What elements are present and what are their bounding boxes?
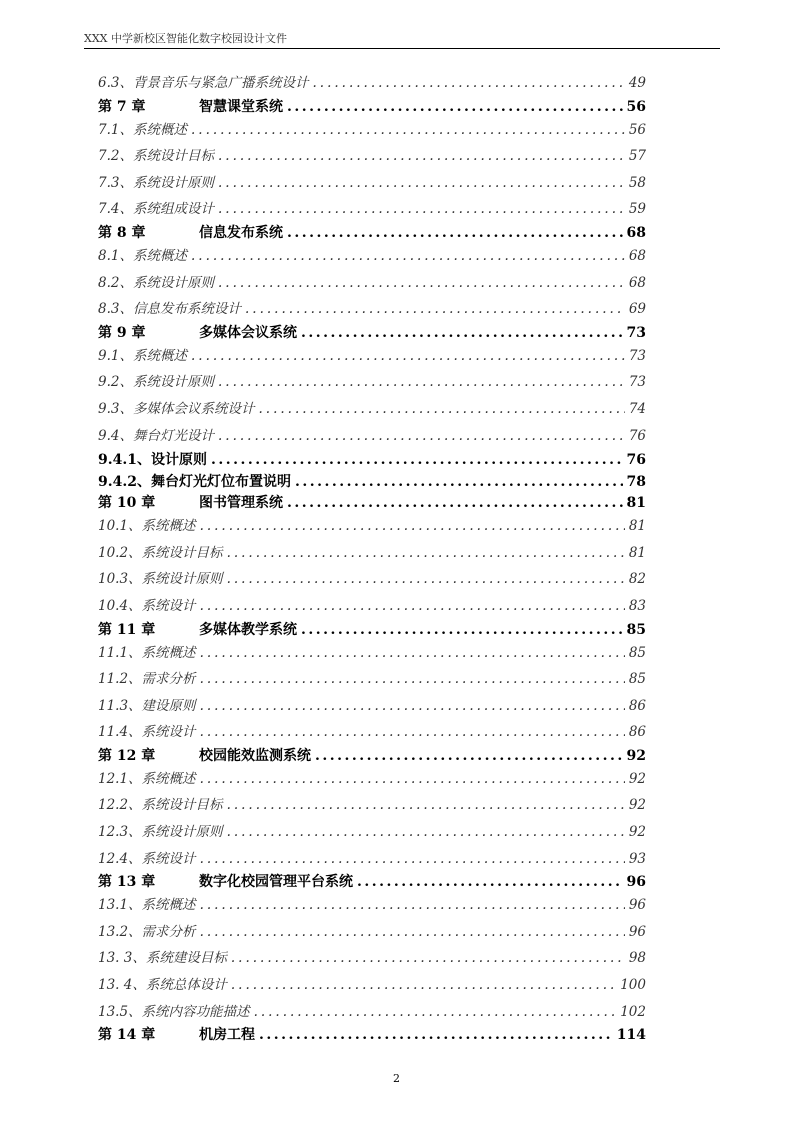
toc-page-number: 81 bbox=[628, 518, 646, 535]
toc-page-number: 68 bbox=[628, 274, 646, 291]
page-header bbox=[84, 30, 720, 49]
toc-entry-title: 7.1、系统概述 bbox=[98, 121, 187, 138]
toc-chapter-title: 机房工程 bbox=[199, 1027, 255, 1044]
toc-page-number: 81 bbox=[626, 495, 646, 512]
toc-dot-leader bbox=[287, 97, 623, 117]
toc-entry-title: 11.3、建设原则 bbox=[98, 697, 196, 714]
toc-entry-title: 9.3、多媒体会议系统设计 bbox=[98, 400, 255, 417]
toc-dot-leader bbox=[231, 972, 616, 999]
toc-chapter-number: 第 10 章 bbox=[98, 495, 156, 512]
toc-dot-leader bbox=[218, 143, 625, 170]
toc-entry[interactable] bbox=[98, 270, 646, 297]
toc-chapter-entry[interactable] bbox=[98, 746, 646, 766]
toc-page-number: 85 bbox=[628, 644, 646, 661]
toc-chapter-title: 多媒体会议系统 bbox=[199, 324, 297, 341]
toc-page-number: 68 bbox=[628, 247, 646, 264]
toc-dot-leader bbox=[191, 243, 625, 270]
toc-entry[interactable] bbox=[98, 892, 646, 919]
toc-entry[interactable] bbox=[98, 471, 646, 493]
toc-entry-title: 7.2、系统设计目标 bbox=[98, 148, 214, 165]
toc-entry-title: 9.4.1、设计原则 bbox=[98, 452, 207, 469]
toc-entry-title bbox=[98, 620, 297, 640]
toc-entry-title: 7.4、系统组成设计 bbox=[98, 201, 214, 218]
toc-entry[interactable] bbox=[98, 423, 646, 450]
toc-page-number: 102 bbox=[620, 1003, 646, 1020]
toc-page-number: 69 bbox=[628, 301, 646, 318]
toc-dot-leader bbox=[200, 846, 625, 873]
toc-page-number: 92 bbox=[628, 797, 646, 814]
toc-entry[interactable] bbox=[98, 369, 646, 396]
toc-chapter-number: 第 7 章 bbox=[98, 98, 146, 115]
toc-dot-leader bbox=[254, 999, 617, 1026]
toc-page-number: 59 bbox=[628, 201, 646, 218]
toc-dot-leader bbox=[357, 872, 623, 892]
toc-entry[interactable] bbox=[98, 396, 646, 423]
toc-entry-title: 12.1、系统概述 bbox=[98, 770, 196, 787]
toc-entry[interactable] bbox=[98, 999, 646, 1026]
toc-page-number: 49 bbox=[628, 75, 646, 91]
toc-page-number: 93 bbox=[628, 850, 646, 867]
toc-entry[interactable] bbox=[98, 792, 646, 819]
toc-dot-leader bbox=[245, 296, 625, 323]
toc-dot-leader bbox=[218, 270, 625, 297]
toc-chapter-title: 数字化校园管理平台系统 bbox=[199, 874, 353, 891]
toc-page-number: 85 bbox=[628, 671, 646, 688]
toc-entry[interactable] bbox=[98, 719, 646, 746]
toc-dot-leader bbox=[200, 666, 625, 693]
toc-entry-title: 11.4、系统设计 bbox=[98, 724, 196, 741]
table-of-contents bbox=[98, 70, 646, 1045]
toc-entry-title: 10.1、系统概述 bbox=[98, 518, 196, 535]
toc-dot-leader bbox=[200, 693, 625, 720]
toc-entry-title: 9.4、舞台灯光设计 bbox=[98, 427, 214, 444]
toc-dot-leader bbox=[227, 819, 625, 846]
toc-chapter-title: 智慧课堂系统 bbox=[199, 98, 283, 115]
toc-page-number: 56 bbox=[628, 121, 646, 138]
toc-chapter-number: 第 14 章 bbox=[98, 1027, 156, 1044]
toc-entry-title: 13. 4、系统总体设计 bbox=[98, 977, 227, 994]
toc-entry-title bbox=[98, 1025, 255, 1045]
toc-entry-title: 13.5、系统内容功能描述 bbox=[98, 1003, 250, 1020]
toc-entry[interactable] bbox=[98, 513, 646, 540]
toc-dot-leader bbox=[191, 117, 625, 144]
toc-entry-title bbox=[98, 872, 353, 892]
toc-entry[interactable] bbox=[98, 972, 646, 999]
toc-chapter-entry[interactable] bbox=[98, 493, 646, 513]
toc-dot-leader bbox=[200, 640, 625, 667]
toc-chapter-title: 图书管理系统 bbox=[199, 495, 283, 512]
toc-entry[interactable] bbox=[98, 819, 646, 846]
toc-entry-title: 8.3、信息发布系统设计 bbox=[98, 301, 241, 318]
toc-page-number: 83 bbox=[628, 597, 646, 614]
toc-page-number: 81 bbox=[628, 544, 646, 561]
toc-chapter-entry[interactable] bbox=[98, 620, 646, 640]
toc-dot-leader bbox=[301, 620, 623, 640]
toc-page-number: 73 bbox=[628, 374, 646, 391]
toc-entry-title: 9.2、系统设计原则 bbox=[98, 374, 214, 391]
page-number: 2 bbox=[393, 1072, 400, 1085]
toc-page-number: 76 bbox=[628, 427, 646, 444]
toc-page-number: 57 bbox=[628, 148, 646, 165]
toc-page-number: 68 bbox=[626, 224, 646, 241]
toc-page-number: 78 bbox=[626, 474, 646, 491]
toc-page-number: 92 bbox=[626, 747, 646, 764]
toc-dot-leader bbox=[315, 746, 623, 766]
toc-chapter-entry[interactable] bbox=[98, 1025, 646, 1045]
toc-chapter-number: 第 8 章 bbox=[98, 224, 146, 241]
toc-entry-title: 8.1、系统概述 bbox=[98, 247, 187, 264]
toc-page-number: 76 bbox=[626, 452, 646, 469]
toc-entry-title bbox=[98, 746, 311, 766]
toc-page-number: 74 bbox=[628, 400, 646, 417]
toc-entry-title: 12.2、系统设计目标 bbox=[98, 797, 223, 814]
toc-dot-leader bbox=[218, 369, 625, 396]
toc-entry-title: 9.1、系统概述 bbox=[98, 347, 187, 364]
toc-dot-leader bbox=[231, 945, 625, 972]
toc-chapter-entry[interactable] bbox=[98, 97, 646, 117]
toc-entry[interactable] bbox=[98, 540, 646, 567]
toc-entry[interactable] bbox=[98, 243, 646, 270]
toc-page-number: 96 bbox=[628, 897, 646, 914]
toc-entry[interactable] bbox=[98, 343, 646, 370]
toc-page-number: 86 bbox=[628, 724, 646, 741]
toc-page-number: 86 bbox=[628, 697, 646, 714]
toc-dot-leader bbox=[287, 493, 623, 513]
toc-dot-leader bbox=[218, 423, 625, 450]
toc-chapter-number: 第 9 章 bbox=[98, 324, 146, 341]
toc-entry-title: 8.2、系统设计原则 bbox=[98, 274, 214, 291]
toc-page-number: 96 bbox=[628, 923, 646, 940]
toc-dot-leader bbox=[211, 449, 623, 471]
toc-dot-leader bbox=[227, 792, 625, 819]
toc-chapter-number: 第 11 章 bbox=[98, 621, 156, 638]
toc-dot-leader bbox=[227, 540, 625, 567]
toc-page-number: 58 bbox=[628, 174, 646, 191]
toc-entry[interactable] bbox=[98, 766, 646, 793]
toc-page-number: 73 bbox=[626, 324, 646, 341]
toc-chapter-entry[interactable] bbox=[98, 872, 646, 892]
toc-dot-leader bbox=[200, 919, 625, 946]
toc-dot-leader bbox=[227, 566, 625, 593]
toc-dot-leader bbox=[295, 471, 623, 493]
toc-dot-leader bbox=[200, 719, 625, 746]
toc-page-number: 100 bbox=[620, 977, 646, 994]
toc-entry-title: 12.4、系统设计 bbox=[98, 850, 196, 867]
toc-entry[interactable] bbox=[98, 945, 646, 972]
toc-entry-title: 9.4.2、舞台灯光灯位布置说明 bbox=[98, 474, 291, 491]
toc-dot-leader bbox=[312, 70, 624, 97]
toc-dot-leader bbox=[218, 196, 625, 223]
toc-entry-title bbox=[98, 493, 283, 513]
toc-entry-title: 10.2、系统设计目标 bbox=[98, 544, 223, 561]
toc-entry-title bbox=[98, 97, 283, 117]
toc-entry-title: 11.2、需求分析 bbox=[98, 671, 196, 688]
toc-entry-title bbox=[98, 223, 283, 243]
toc-chapter-number: 第 13 章 bbox=[98, 874, 156, 891]
toc-entry-title: 11.1、系统概述 bbox=[98, 644, 196, 661]
toc-page-number: 98 bbox=[628, 950, 646, 967]
toc-entry-title: 12.3、系统设计原则 bbox=[98, 824, 223, 841]
toc-page-number: 96 bbox=[626, 874, 646, 891]
toc-entry[interactable] bbox=[98, 693, 646, 720]
toc-entry-title: 13.1、系统概述 bbox=[98, 897, 196, 914]
toc-page-number: 85 bbox=[626, 621, 646, 638]
toc-chapter-entry[interactable] bbox=[98, 223, 646, 243]
toc-entry-title bbox=[98, 323, 297, 343]
toc-entry[interactable] bbox=[98, 170, 646, 197]
toc-entry[interactable] bbox=[98, 566, 646, 593]
toc-entry-title: 10.3、系统设计原则 bbox=[98, 571, 223, 588]
toc-entry[interactable] bbox=[98, 70, 646, 97]
toc-dot-leader bbox=[200, 593, 625, 620]
toc-dot-leader bbox=[259, 1025, 613, 1045]
toc-dot-leader bbox=[287, 223, 623, 243]
toc-entry-title: 13.2、需求分析 bbox=[98, 923, 196, 940]
toc-entry-title: 10.4、系统设计 bbox=[98, 597, 196, 614]
toc-page-number: 73 bbox=[628, 347, 646, 364]
toc-entry[interactable] bbox=[98, 449, 646, 471]
toc-chapter-title: 多媒体教学系统 bbox=[199, 621, 297, 638]
toc-chapter-entry[interactable] bbox=[98, 323, 646, 343]
toc-dot-leader bbox=[218, 170, 625, 197]
toc-entry[interactable] bbox=[98, 846, 646, 873]
toc-dot-leader bbox=[200, 513, 625, 540]
toc-entry[interactable] bbox=[98, 296, 646, 323]
header-title: XXX 中学新校区智能化数字校园设计文件 bbox=[84, 32, 287, 45]
toc-chapter-title: 信息发布系统 bbox=[199, 224, 283, 241]
toc-page-number: 114 bbox=[616, 1027, 646, 1044]
toc-entry[interactable] bbox=[98, 117, 646, 144]
toc-entry[interactable] bbox=[98, 919, 646, 946]
toc-entry-title: 13. 3、系统建设目标 bbox=[98, 950, 227, 967]
toc-page-number: 92 bbox=[628, 770, 646, 787]
toc-chapter-title: 校园能效监测系统 bbox=[199, 747, 311, 764]
page-footer bbox=[0, 1072, 793, 1085]
toc-entry[interactable] bbox=[98, 666, 646, 693]
toc-entry-title: 6.3、背景音乐与紧急广播系统设计 bbox=[98, 75, 309, 91]
toc-entry[interactable] bbox=[98, 593, 646, 620]
toc-dot-leader bbox=[191, 343, 625, 370]
toc-entry[interactable] bbox=[98, 143, 646, 170]
toc-entry-title: 7.3、系统设计原则 bbox=[98, 174, 214, 191]
toc-dot-leader bbox=[301, 323, 623, 343]
toc-page-number: 92 bbox=[628, 824, 646, 841]
toc-chapter-number: 第 12 章 bbox=[98, 747, 156, 764]
toc-dot-leader bbox=[258, 396, 624, 423]
toc-page-number: 56 bbox=[626, 98, 646, 115]
toc-dot-leader bbox=[200, 892, 625, 919]
toc-entry[interactable] bbox=[98, 196, 646, 223]
toc-page-number: 82 bbox=[628, 571, 646, 588]
toc-entry[interactable] bbox=[98, 640, 646, 667]
toc-dot-leader bbox=[200, 766, 625, 793]
